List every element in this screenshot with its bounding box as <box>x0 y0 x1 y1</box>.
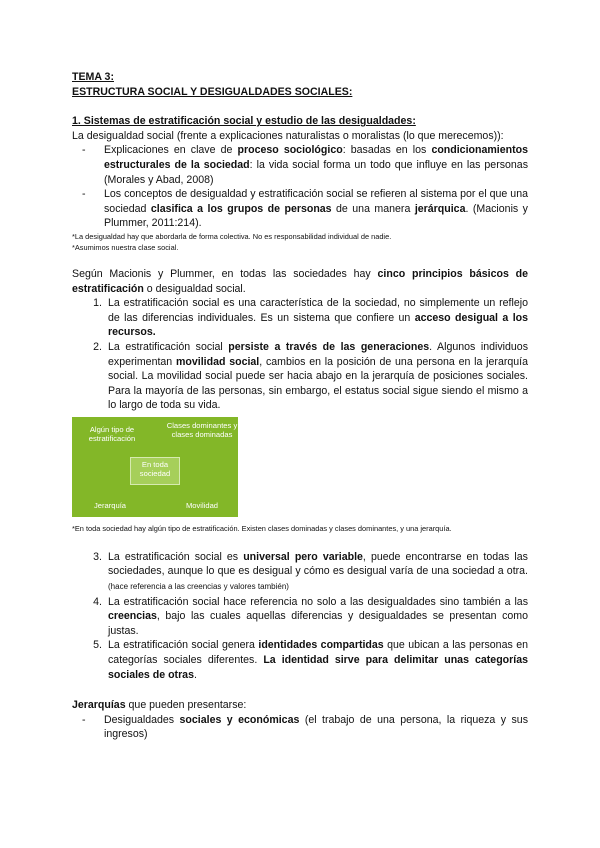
principles-intro: Según Macionis y Plummer, en todas las sociedades hay cinco principios básicos de estratificación o desigualdad social. <box>72 267 528 295</box>
list-item: - Desigualdades sociales y económicas (el trabajo de una persona, la riqueza y sus ingresos) <box>82 713 528 741</box>
diagram-center: En toda sociedad <box>130 457 180 485</box>
list-item: 5. La estratificación social genera identidades compartidas que ubican a las personas en categorías sociales diferentes. La identidad sirve para delimitar unas categorías sociales de otras. <box>93 639 528 681</box>
topic-title: ESTRUCTURA SOCIAL Y DESIGUALDADES SOCIALES: <box>72 85 353 98</box>
list-item: 2. La estratificación social persiste a través de las generaciones. Algunos individuos experimentan movilidad social, cambios en la posición de una persona en la jerarquía social. La movilidad social puede ser hacia abajo en la jerarquía de posiciones sociales. Para la mayoría de las personas, sin embargo, el estatus social sigue siendo el mismo a lo largo de toda su vida. <box>93 340 528 412</box>
list-item: 4. La estratificación social hace referencia no solo a las desigualdades sino también a las creencias, bajo las cuales aquellas diferencias y desigualdades se presentan como justas. <box>93 595 528 637</box>
topic-label: TEMA 3: <box>72 71 114 83</box>
diagram-label: Algún tipo de estratificación <box>88 424 136 444</box>
footnote: *Asumimos nuestra clase social. <box>72 242 179 252</box>
list-item: 3. La estratificación social es universal pero variable, puede encontrarse en todas las sociedades, aunque lo que es desigual y cómo es desigual varía de una sociedad a otra. (hace referencia a las creencias y valores también) <box>93 550 528 592</box>
hierarchies-title: Jerarquías que pueden presentarse: <box>72 699 247 712</box>
diagram-label: Clases dominantes y clases dominadas <box>166 420 238 440</box>
diagram-caption: *En toda sociedad hay algún tipo de estratificación. Existen clases dominadas y clases dominantes, y una jerarquía. <box>72 523 452 533</box>
stratification-diagram <box>72 417 238 517</box>
document-page <box>72 70 528 742</box>
section-title: 1. Sistemas de estratificación social y estudio de las desigualdades: <box>72 115 416 128</box>
section-intro: La desigualdad social (frente a explicaciones naturalistas o moralistas (lo que merecemos)): <box>72 129 504 142</box>
list-item: 1. La estratificación social es una característica de la sociedad, no simplemente un reflejo de las diferencias individuales. Es un sistema que confiere un acceso desigual a los recursos. <box>93 297 528 339</box>
list-item: - Explicaciones en clave de proceso sociológico: basadas en los condicionamientos estructurales de la sociedad: la vida social forma un todo que influye en las personas (Morales y Abad, 2008) <box>82 144 528 186</box>
list-item: - Los conceptos de desigualdad y estratificación social se refieren al sistema por el que una sociedad clasifica a los grupos de personas de una manera jerárquica. (Macionis y Plummer, 2011:214). <box>82 188 528 230</box>
diagram-label: Jerarquía <box>93 500 127 510</box>
footnote: *La desigualdad hay que abordarla de forma colectiva. No es responsabilidad individual de nadie. <box>72 231 392 241</box>
diagram-label: Movilidad <box>185 500 219 510</box>
